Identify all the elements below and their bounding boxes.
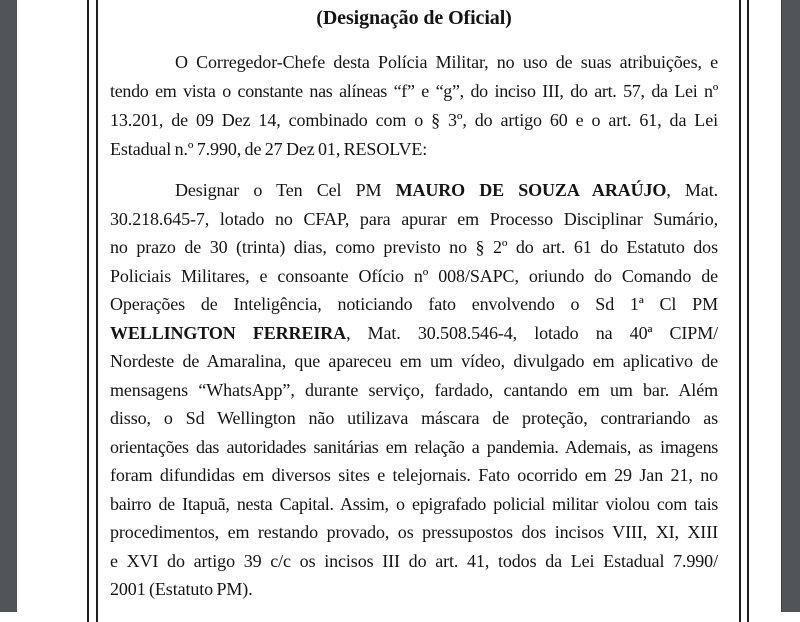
emphasized-name: WELLINGTON FERREIRA xyxy=(110,322,347,343)
text-line xyxy=(110,135,718,164)
text-line xyxy=(110,376,718,405)
text-segment: procedimentos, em restando provado, os pressupostos dos incisos VIII, XI, XIII xyxy=(110,522,718,542)
viewer-background-left xyxy=(0,0,17,612)
text-segment: e XVI do artigo 39 c/c os incisos III do art. 41, todos da Lei Estadual 7.990/ xyxy=(110,550,718,571)
emphasized-name: MAURO DE SOUZA ARAÚJO xyxy=(395,180,667,200)
page-inner-border xyxy=(96,0,741,622)
text-line xyxy=(110,518,718,547)
text-line xyxy=(110,490,718,519)
page-outer-border xyxy=(87,0,749,622)
text-segment: O Corregedor-Chefe desta Polícia Militar, no uso de suas atribuições, e xyxy=(175,52,718,72)
text-line xyxy=(110,404,718,433)
document-paragraphs xyxy=(110,48,718,604)
text-segment: no prazo de 30 (trinta) dias, como previsto no § 2º do art. 61 do Estatuto dos xyxy=(110,237,718,257)
text-line xyxy=(110,433,718,462)
text-segment: Estadual n.º 7.990, de 27 Dez 01, RESOLVE: xyxy=(110,139,428,159)
paragraph-1 xyxy=(110,48,718,164)
text-segment: Designar o Ten Cel PM xyxy=(175,180,396,200)
text-line xyxy=(110,48,718,77)
text-segment: 30.218.645-7, lotado no CFAP, para apurar em Processo Disciplinar Sumário, xyxy=(110,208,718,229)
paragraph-2 xyxy=(110,176,718,604)
text-segment: Operações de Inteligência, noticiando fato envolvendo o Sd 1ª Cl PM xyxy=(110,294,718,314)
text-line xyxy=(110,262,718,291)
text-line xyxy=(110,319,718,348)
viewer-background-right xyxy=(781,0,800,612)
text-line xyxy=(110,106,718,135)
text-segment: Nordeste de Amaralina, que apareceu em um vídeo, divulgado em aplicativo de xyxy=(110,351,718,371)
text-line xyxy=(110,547,718,576)
text-segment: , Mat. 30.508.546-4, lotado na 40ª CIPM/ xyxy=(346,322,719,343)
text-line xyxy=(110,290,718,319)
text-line xyxy=(110,205,718,234)
text-segment: mensagens “WhatsApp”, durante serviço, fardado, cantando em um bar. Além xyxy=(110,379,718,400)
text-segment: tendo em vista o constante nas alíneas “f” e “g”, do inciso III, do art. 57, da Lei nº xyxy=(110,81,718,101)
text-segment: disso, o Sd Wellington não utilizava máscara de proteção, contrariando as xyxy=(110,408,718,428)
text-line xyxy=(110,176,718,205)
text-segment: bairro de Itapuã, nesta Capital. Assim, o epigrafado policial militar violou com tais xyxy=(110,493,718,514)
text-segment: 2001 (Estatuto PM). xyxy=(110,579,253,599)
text-segment: 13.201, de 09 Dez 14, combinado com o § 3º, do artigo 60 e o art. 61, da Lei xyxy=(110,110,718,130)
text-segment: foram difundidas em diversos sites e telejornais. Fato ocorrido em 29 Jan 21, no xyxy=(110,465,718,485)
text-line xyxy=(110,233,718,262)
text-line xyxy=(110,575,718,604)
text-line xyxy=(110,77,718,106)
text-line xyxy=(110,461,718,490)
text-line xyxy=(110,347,718,376)
document-text-area xyxy=(98,0,739,622)
text-segment: orientações das autoridades sanitárias em relação a pandemia. Ademais, as imagens xyxy=(110,436,718,457)
text-segment: Policiais Militares, e consoante Ofício nº 008/SAPC, oriundo do Comando de xyxy=(110,265,718,286)
document-title: (Designação de Oficial) xyxy=(316,7,512,29)
text-segment: , Mat. xyxy=(666,180,718,200)
